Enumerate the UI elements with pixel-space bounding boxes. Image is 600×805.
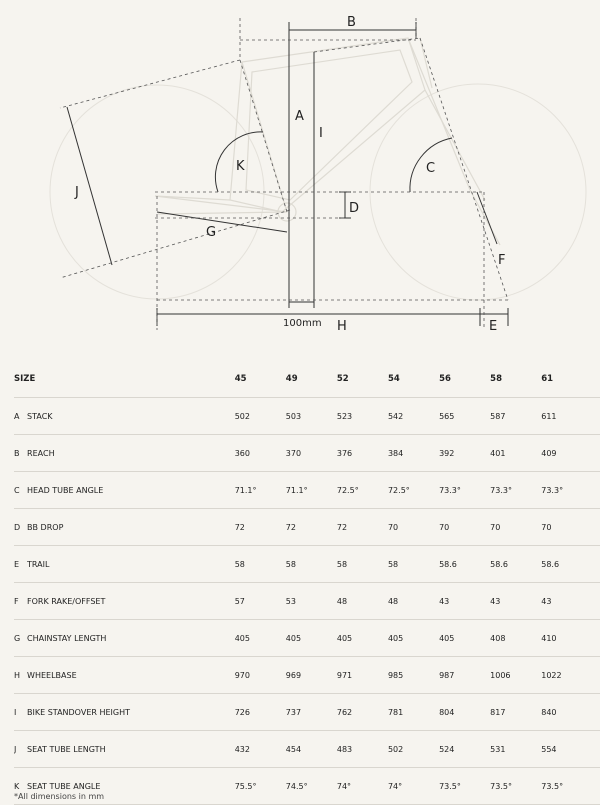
row-value: 43 <box>439 583 490 620</box>
row-name: WHEELBASE <box>27 657 235 694</box>
label-a: A <box>295 109 304 124</box>
row-value: 405 <box>235 620 286 657</box>
label-h: H <box>337 319 347 334</box>
row-value: 531 <box>490 731 541 768</box>
row-value: 70 <box>541 509 600 546</box>
label-i: I <box>319 126 323 141</box>
label-b: B <box>347 15 356 30</box>
row-value: 72.5° <box>337 472 388 509</box>
table-body <box>14 398 600 805</box>
size-column-header: 49 <box>286 360 337 398</box>
row-value: 405 <box>286 620 337 657</box>
label-k: K <box>236 159 245 174</box>
row-value: 370 <box>286 435 337 472</box>
row-value: 70 <box>439 509 490 546</box>
size-header: SIZE <box>14 360 235 398</box>
row-value: 48 <box>337 583 388 620</box>
table-row <box>14 620 600 657</box>
row-value: 58 <box>286 546 337 583</box>
row-value: 401 <box>490 435 541 472</box>
table-header-row <box>14 360 600 398</box>
row-name: SEAT TUBE ANGLE <box>27 768 235 805</box>
size-column-header: 58 <box>490 360 541 398</box>
label-100mm: 100mm <box>283 318 322 329</box>
table-row <box>14 731 600 768</box>
row-value: 74.5° <box>286 768 337 805</box>
size-column-header: 54 <box>388 360 439 398</box>
label-j: J <box>75 185 79 200</box>
row-letter: B <box>14 435 27 472</box>
row-value: 73.3° <box>541 472 600 509</box>
row-value: 804 <box>439 694 490 731</box>
row-value: 43 <box>490 583 541 620</box>
row-value: 48 <box>388 583 439 620</box>
size-column-header: 56 <box>439 360 490 398</box>
row-value: 72 <box>286 509 337 546</box>
row-value: 503 <box>286 398 337 435</box>
construction-lines <box>60 18 508 330</box>
row-value: 376 <box>337 435 388 472</box>
row-value: 781 <box>388 694 439 731</box>
row-value: 1022 <box>541 657 600 694</box>
label-c: C <box>426 161 436 176</box>
row-letter: K <box>14 768 27 805</box>
row-letter: C <box>14 472 27 509</box>
row-value: 483 <box>337 731 388 768</box>
row-value: 73.5° <box>541 768 600 805</box>
row-value: 74° <box>388 768 439 805</box>
row-value: 587 <box>490 398 541 435</box>
row-value: 57 <box>235 583 286 620</box>
row-letter: H <box>14 657 27 694</box>
table-row <box>14 509 600 546</box>
row-value: 58 <box>235 546 286 583</box>
row-value: 1006 <box>490 657 541 694</box>
row-value: 72 <box>337 509 388 546</box>
row-value: 432 <box>235 731 286 768</box>
bike-geometry-drawing <box>0 0 600 345</box>
row-letter: G <box>14 620 27 657</box>
row-value: 75.5° <box>235 768 286 805</box>
row-name: BIKE STANDOVER HEIGHT <box>27 694 235 731</box>
row-value: 72 <box>235 509 286 546</box>
row-value: 762 <box>337 694 388 731</box>
row-name: FORK RAKE/OFFSET <box>27 583 235 620</box>
row-value: 70 <box>490 509 541 546</box>
row-value: 73.5° <box>439 768 490 805</box>
row-value: 726 <box>235 694 286 731</box>
row-value: 987 <box>439 657 490 694</box>
row-value: 73.5° <box>490 768 541 805</box>
dimension-lines <box>67 22 508 326</box>
row-letter: F <box>14 583 27 620</box>
row-value: 554 <box>541 731 600 768</box>
footnote: *All dimensions in mm <box>14 792 105 801</box>
row-value: 53 <box>286 583 337 620</box>
row-value: 58 <box>337 546 388 583</box>
row-value: 969 <box>286 657 337 694</box>
row-value: 611 <box>541 398 600 435</box>
row-value: 58.6 <box>439 546 490 583</box>
label-e: E <box>489 319 498 334</box>
row-value: 524 <box>439 731 490 768</box>
row-value: 70 <box>388 509 439 546</box>
table-row <box>14 435 600 472</box>
row-value: 384 <box>388 435 439 472</box>
row-value: 409 <box>541 435 600 472</box>
row-letter: E <box>14 546 27 583</box>
row-value: 74° <box>337 768 388 805</box>
row-value: 565 <box>439 398 490 435</box>
row-value: 405 <box>388 620 439 657</box>
row-name: STACK <box>27 398 235 435</box>
row-value: 502 <box>235 398 286 435</box>
row-value: 542 <box>388 398 439 435</box>
row-value: 73.3° <box>439 472 490 509</box>
row-letter: J <box>14 731 27 768</box>
row-letter: I <box>14 694 27 731</box>
row-value: 817 <box>490 694 541 731</box>
row-value: 971 <box>337 657 388 694</box>
table-row <box>14 398 600 435</box>
row-letter: D <box>14 509 27 546</box>
bike-frame <box>155 38 500 245</box>
row-value: 58 <box>388 546 439 583</box>
row-value: 523 <box>337 398 388 435</box>
row-value: 985 <box>388 657 439 694</box>
row-value: 408 <box>490 620 541 657</box>
table-row <box>14 583 600 620</box>
row-name: BB DROP <box>27 509 235 546</box>
row-value: 737 <box>286 694 337 731</box>
row-value: 71.1° <box>286 472 337 509</box>
geometry-table <box>14 360 600 805</box>
row-value: 405 <box>337 620 388 657</box>
label-g: G <box>206 225 217 240</box>
geometry-diagram <box>0 0 600 345</box>
row-value: 360 <box>235 435 286 472</box>
table-row <box>14 546 600 583</box>
row-value: 72.5° <box>388 472 439 509</box>
row-value: 392 <box>439 435 490 472</box>
row-name: HEAD TUBE ANGLE <box>27 472 235 509</box>
row-value: 43 <box>541 583 600 620</box>
row-name: REACH <box>27 435 235 472</box>
table-row <box>14 694 600 731</box>
label-f: F <box>498 253 506 268</box>
table-row <box>14 472 600 509</box>
size-column-header: 52 <box>337 360 388 398</box>
row-value: 970 <box>235 657 286 694</box>
size-column-header: 61 <box>541 360 600 398</box>
row-name: TRAIL <box>27 546 235 583</box>
row-name: CHAINSTAY LENGTH <box>27 620 235 657</box>
row-letter: A <box>14 398 27 435</box>
row-value: 58.6 <box>490 546 541 583</box>
row-value: 58.6 <box>541 546 600 583</box>
table-row <box>14 657 600 694</box>
row-value: 454 <box>286 731 337 768</box>
row-value: 73.3° <box>490 472 541 509</box>
row-value: 410 <box>541 620 600 657</box>
row-value: 405 <box>439 620 490 657</box>
row-value: 502 <box>388 731 439 768</box>
row-value: 840 <box>541 694 600 731</box>
label-d: D <box>349 201 360 216</box>
row-value: 71.1° <box>235 472 286 509</box>
row-name: SEAT TUBE LENGTH <box>27 731 235 768</box>
size-column-header: 45 <box>235 360 286 398</box>
